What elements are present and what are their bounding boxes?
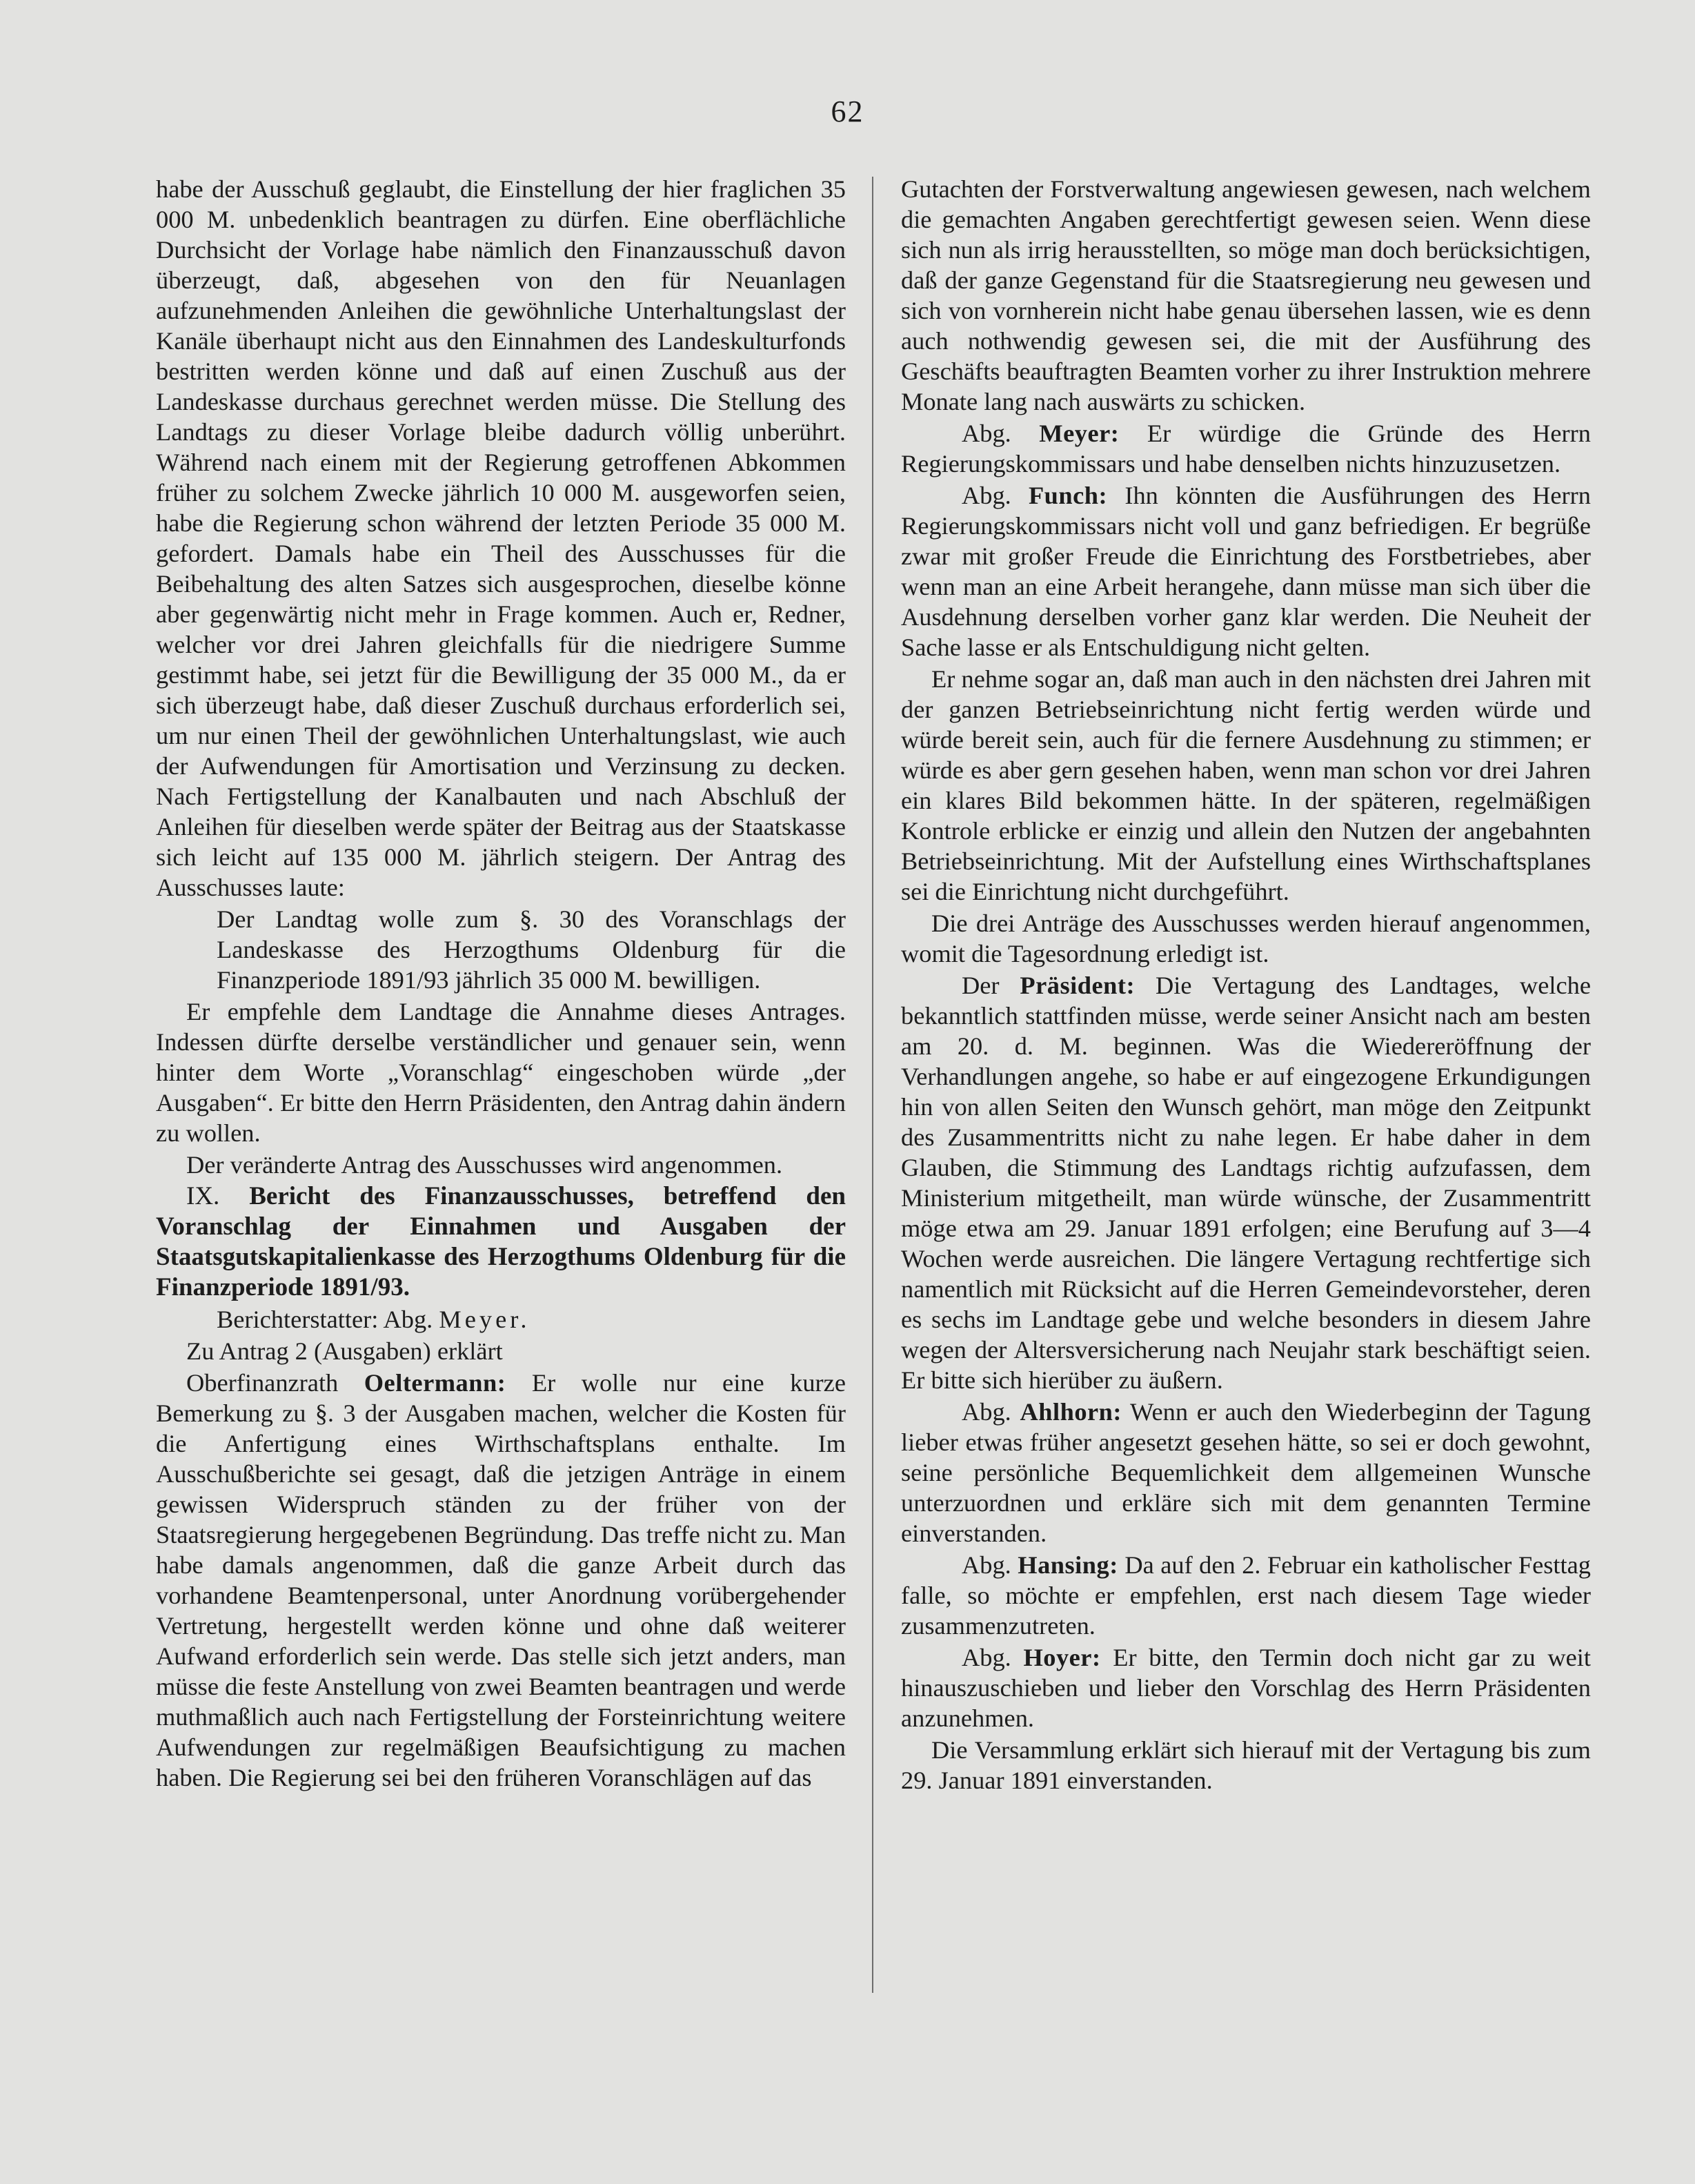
speaker-title: Abg. bbox=[962, 1644, 1011, 1671]
paragraph: habe der Ausschuß geglaubt, die Einstellung der hier fraglichen 35 000 M. unbedenklich beantragen zu dürfen. Eine oberflächliche Durchsicht der Vorlage habe nämlich den Finanzausschuß davon überzeugt, daß, abgesehen von den für Neuanlagen aufzunehmenden Anleihen die gewöhnliche Unterhaltungslast der Kanäle überhaupt nicht aus den Einnahmen des Landeskulturfonds bestritten werden könne und daß auf einen Zuschuß aus der Landeskasse durchaus gerechnet werden müsse. Die Stellung des Landtags zu dieser Vorlage bleibe dadurch völlig unberührt. Während nach einem mit der Regierung getroffenen Abkommen früher zu solchem Zwecke jährlich 10 000 M. ausgeworfen seien, habe die Regierung schon während der letzten Periode 35 000 M. gefordert. Damals habe ein Theil des Ausschusses für die Beibehaltung des alten Satzes sich ausgesprochen, dieselbe könne aber gegenwärtig nicht mehr in Frage kommen. Auch er, Redner, welcher vor drei Jahren gleichfalls für die niedrigere Summe gestimmt habe, sei jetzt für die Bewilligung der 35 000 M., da er sich überzeugt habe, daß dieser Zuschuß durchaus erforderlich sei, um nur einen Theil der gewöhnlichen Unterhaltungslast, wie auch der Aufwendungen für Amortisation und Verzinsung zu decken. Nach Fertigstellung der Kanalbauten und nach Abschluß der Anleihen für dieselben werde später der Beitrag aus der Staatskasse sich leicht auf 135 000 M. jährlich steigern. Der Antrag des Ausschusses laute: bbox=[156, 175, 846, 901]
speaker-name: Präsident: bbox=[1020, 972, 1136, 999]
speech-paragraph bbox=[901, 1550, 1591, 1641]
left-column bbox=[156, 174, 846, 1996]
section-title: Bericht des Finanzausschusses, betreffend den Voranschlag der Einnahmen und Ausgaben der Staatsgutskapitalienkasse des Herzogthums Oldenburg für die Finanzperiode 1891/93. bbox=[156, 1182, 846, 1301]
speaker-title: Abg. bbox=[962, 420, 1011, 447]
speech-paragraph bbox=[901, 480, 1591, 662]
paragraph: Gutachten der Forstverwaltung angewiesen gewesen, nach welchem die gemachten Angaben gerechtfertigt gewesen seien. Wenn diese sich nun als irrig herausstellten, so möge man doch berücksichtigen, daß der ganze Gegenstand für die Staatsregierung neu gewesen und sich von vornherein nicht habe genau übersehen lassen, wie es denn auch nothwendig gewesen sei, die mit der Ausführung des Geschäfts beauftragten Beamten vorher zu ihrer Instruktion mehrere Monate lang nach auswärts zu schicken. bbox=[901, 175, 1591, 415]
speech-text: Wenn er auch den Wiederbeginn der Tagung lieber etwas früher angesetzt gesehen hätte, so sei er doch gewohnt, seine persönliche Bequemlichkeit dem allgemeinen Wunsche unterzuordnen und erkläre sich mit dem genannten Termine einverstanden. bbox=[901, 1398, 1591, 1547]
reporter-label: Berichterstatter: Abg. bbox=[217, 1306, 433, 1333]
page-number: 62 bbox=[831, 95, 864, 128]
speaker-name: Hansing: bbox=[1018, 1551, 1118, 1579]
speaker-title: Abg. bbox=[962, 1551, 1011, 1579]
section-heading bbox=[156, 1181, 846, 1303]
reporter-name: Meyer. bbox=[439, 1306, 531, 1333]
speech-text: Ihn könnten die Ausführungen des Herrn Regierungskommissars nicht voll und ganz befriedigen. Er begrüße zwar mit großer Freude die Einrichtung des Forstbetriebes, aber wenn man an eine Arbeit herangehe, dann müsse man sich über die Ausdehnung derselben vorher ganz klar werden. Die Neuheit der Sache lasse er als Entschuldigung nicht gelten. bbox=[901, 482, 1591, 661]
paragraph: Der veränderte Antrag des Ausschusses wird angenommen. bbox=[186, 1151, 783, 1179]
speech-paragraph bbox=[156, 1368, 846, 1793]
paragraph: Er nehme sogar an, daß man auch in den nächsten drei Jahren mit der ganzen Betriebseinrichtung nicht fertig werden würde und würde bereit sein, auch für die fernere Ausdehnung zu stimmen; er würde es aber gern gesehen haben, wenn man schon vor drei Jahren ein klares Bild bekommen hätte. In der späteren, regelmäßigen Kontrole erblicke er einzig und allein den Nutzen der angebahnten Betriebseinrichtung. Mit der Aufstellung eines Wirthschaftsplanes sei die Einrichtung nicht durchgeführt. bbox=[901, 665, 1591, 905]
speaker-name: Oeltermann: bbox=[364, 1369, 506, 1397]
reporter-line bbox=[156, 1304, 846, 1335]
speech-text: Da auf den 2. Februar ein katholischer Festtag falle, so möchte er empfehlen, erst nach diesem Tage wieder zusammenzutreten. bbox=[901, 1551, 1591, 1640]
speech-paragraph bbox=[901, 1397, 1591, 1548]
speech-text: Er bitte, den Termin doch nicht gar zu weit hinauszuschieben und lieber den Vorschlag des Herrn Präsidenten anzunehmen. bbox=[901, 1644, 1591, 1732]
paragraph: Die drei Anträge des Ausschusses werden hierauf angenommen, womit die Tagesordnung erledigt ist. bbox=[901, 909, 1591, 967]
speaker-name: Ahlhorn: bbox=[1020, 1398, 1122, 1426]
speech-text: Er wolle nur eine kurze Bemerkung zu §. 3 der Ausgaben machen, welcher die Kosten für die Anfertigung eines Wirthschaftsplans enthalte. Im Ausschußberichte sei gesagt, daß die jetzigen Anträge in einem gewissen Widerspruch ständen zu der früher von der Staatsregierung hergegebenen Begründung. Das treffe nicht zu. Man habe damals angenommen, daß die ganze Arbeit durch das vorhandene Beamtenpersonal, unter Anordnung vorübergehender Vertretung, hergestellt werden könne und ohne daß weiterer Aufwand erforderlich sein werde. Das stelle sich jetzt anders, man müsse die feste Anstellung von zwei Beamten beantragen und werde muthmaßlich auch nach Fertigstellung der Forsteinrichtung weitere Aufwendungen zur regelmäßigen Beaufsichtigung zu machen haben. Die Regierung sei bei den früheren Voranschlägen auf das bbox=[156, 1369, 846, 1791]
speech-text: Die Vertagung des Landtages, welche bekanntlich stattfinden müsse, werde seiner Ansicht nach am besten am 20. d. M. beginnen. Was die Wiedereröffnung der Verhandlungen angehe, so habe er auf eingezogene Erkundigungen hin von allen Seiten den Wunsch gehört, man möge den Zeitpunkt des Zusammentritts nicht zu nahe legen. Er habe daher in dem Glauben, die Stimmung des Landtags richtig aufzufassen, dem Ministerium mitgetheilt, man würde wünsche, der Zusammentritt möge etwa am 29. Januar 1891 erfolgen; eine Berufung auf 3—4 Wochen werde ausreichen. Die längere Vertagung rechtfertige sich namentlich mit Rücksicht auf die Herren Gemeindevorsteher, deren es sechs im Landtage gebe und welche besonders in diesem Jahre wegen der Altersversicherung nach Neujahr stark beschäftigt seien. Er bitte sich hierüber zu äußern. bbox=[901, 972, 1591, 1394]
speaker-title: Abg. bbox=[962, 1398, 1011, 1426]
paragraph: Er empfehle dem Landtage die Annahme dieses Antrages. Indessen dürfte derselbe verständlicher und genauer sein, wenn hinter dem Worte „Voranschlag“ eingeschoben würde „der Ausgaben“. Er bitte den Herrn Präsidenten, den Antrag dahin ändern zu wollen. bbox=[156, 998, 846, 1147]
speech-paragraph bbox=[901, 418, 1591, 479]
section-number: IX. bbox=[186, 1182, 220, 1210]
speaker-title: Abg. bbox=[962, 482, 1011, 509]
right-column bbox=[901, 174, 1591, 1996]
speaker-title: Oberfinanzrath bbox=[186, 1369, 339, 1397]
speaker-name: Hoyer: bbox=[1023, 1644, 1101, 1671]
speaker-name: Funch: bbox=[1028, 482, 1108, 509]
speech-paragraph bbox=[901, 970, 1591, 1395]
speaker-title: Der bbox=[962, 972, 1000, 999]
paragraph: Die Versammlung erklärt sich hierauf mit der Vertagung bis zum 29. Januar 1891 einverstanden. bbox=[901, 1736, 1591, 1794]
paragraph: Zu Antrag 2 (Ausgaben) erklärt bbox=[186, 1337, 503, 1365]
speech-paragraph bbox=[901, 1642, 1591, 1733]
speaker-name: Meyer: bbox=[1039, 420, 1120, 447]
speech-text: Er würdige die Gründe des Herrn Regierungskommissars und habe denselben nichts hinzuzusetzen. bbox=[901, 420, 1591, 478]
column-divider bbox=[872, 177, 873, 1993]
motion-quote: Der Landtag wolle zum §. 30 des Voranschlags der Landeskasse des Herzogthums Oldenburg für die Finanzperiode 1891/93 jährlich 35 000 M. bewilligen. bbox=[217, 905, 846, 994]
